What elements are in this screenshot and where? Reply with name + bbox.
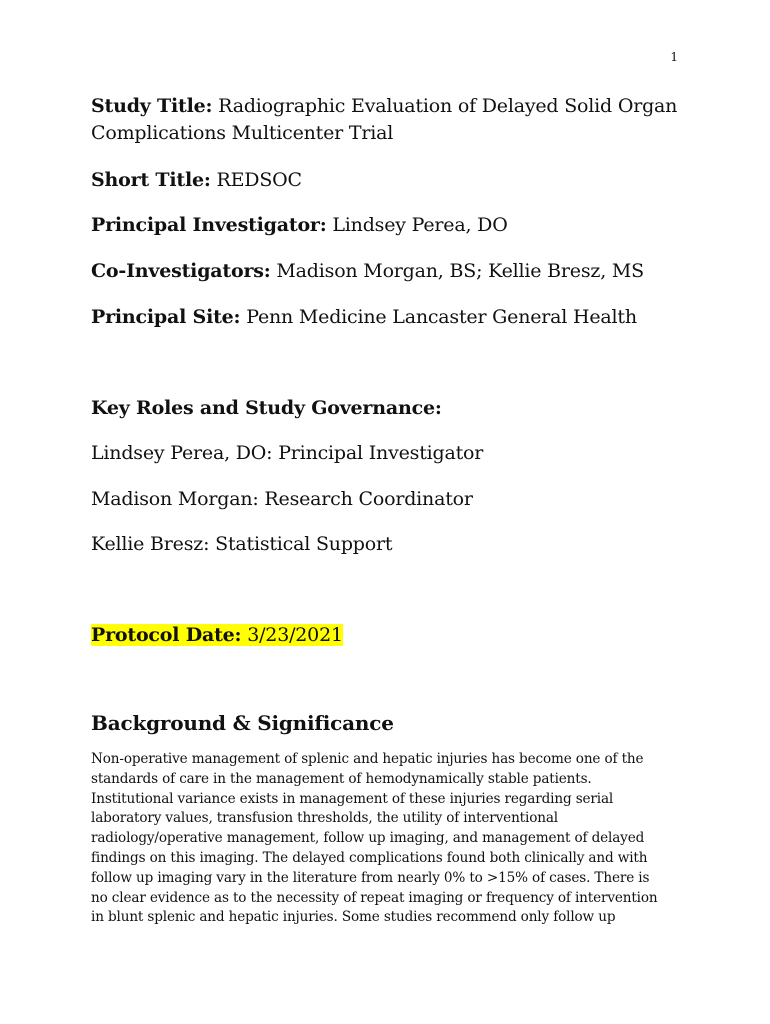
paragraph-line: standards of care in the management of hemodynamically stable patients. [91,770,592,787]
co-investigators-label: Co-Investigators: [91,260,271,282]
role-item: Kellie Bresz: Statistical Support [91,533,393,555]
short-title [91,167,701,194]
protocol-date-value: 3/23/2021 [247,624,343,646]
paragraph-line: in blunt splenic and hepatic injuries. Some studies recommend only follow up [91,909,616,926]
study-title-label: Study Title: [91,95,213,117]
paragraph-line: no clear evidence as to the necessity of repeat imaging or frequency of intervention [91,889,658,906]
role-item: Lindsey Perea, DO: Principal Investigator [91,442,484,464]
principal-site [91,304,701,331]
principal-site-value: Penn Medicine Lancaster General Health [246,306,637,328]
short-title-value: REDSOC [216,169,302,191]
page-number: 1 [670,50,678,64]
study-title [91,93,701,147]
paragraph-line: follow up imaging vary in the literature from nearly 0% to >15% of cases. There is [91,869,650,886]
short-title-label: Short Title: [91,169,211,191]
protocol-date [91,622,701,649]
role-item: Madison Morgan: Research Coordinator [91,488,473,510]
paragraph-line: Non-operative management of splenic and hepatic injuries has become one of the [91,751,644,767]
paragraph-line: radiology/operative management, follow up imaging, and management of delayed [91,830,645,847]
protocol-date-label: Protocol Date: [91,624,242,646]
co-investigators-value: Madison Morgan, BS; Kellie Bresz, MS [276,260,644,282]
key-roles-heading: Key Roles and Study Governance: [91,397,442,419]
protocol-date-highlight [91,624,343,646]
principal-investigator [91,212,701,239]
background-paragraph [91,750,681,928]
background-heading: Background & Significance [91,711,394,735]
paragraph-line: Institutional variance exists in management of these injuries regarding serial [91,790,614,807]
principal-site-label: Principal Site: [91,306,241,328]
paragraph-line: findings on this imaging. The delayed complications found both clinically and with [91,849,648,866]
paragraph-line: laboratory values, transfusion thresholds, the utility of interventional [91,810,558,827]
co-investigators [91,258,701,285]
principal-investigator-label: Principal Investigator: [91,214,327,236]
study-title-value: Radiographic Evaluation of Delayed Solid Organ Complications Multicenter Trial [91,95,678,144]
principal-investigator-value: Lindsey Perea, DO [332,214,508,236]
